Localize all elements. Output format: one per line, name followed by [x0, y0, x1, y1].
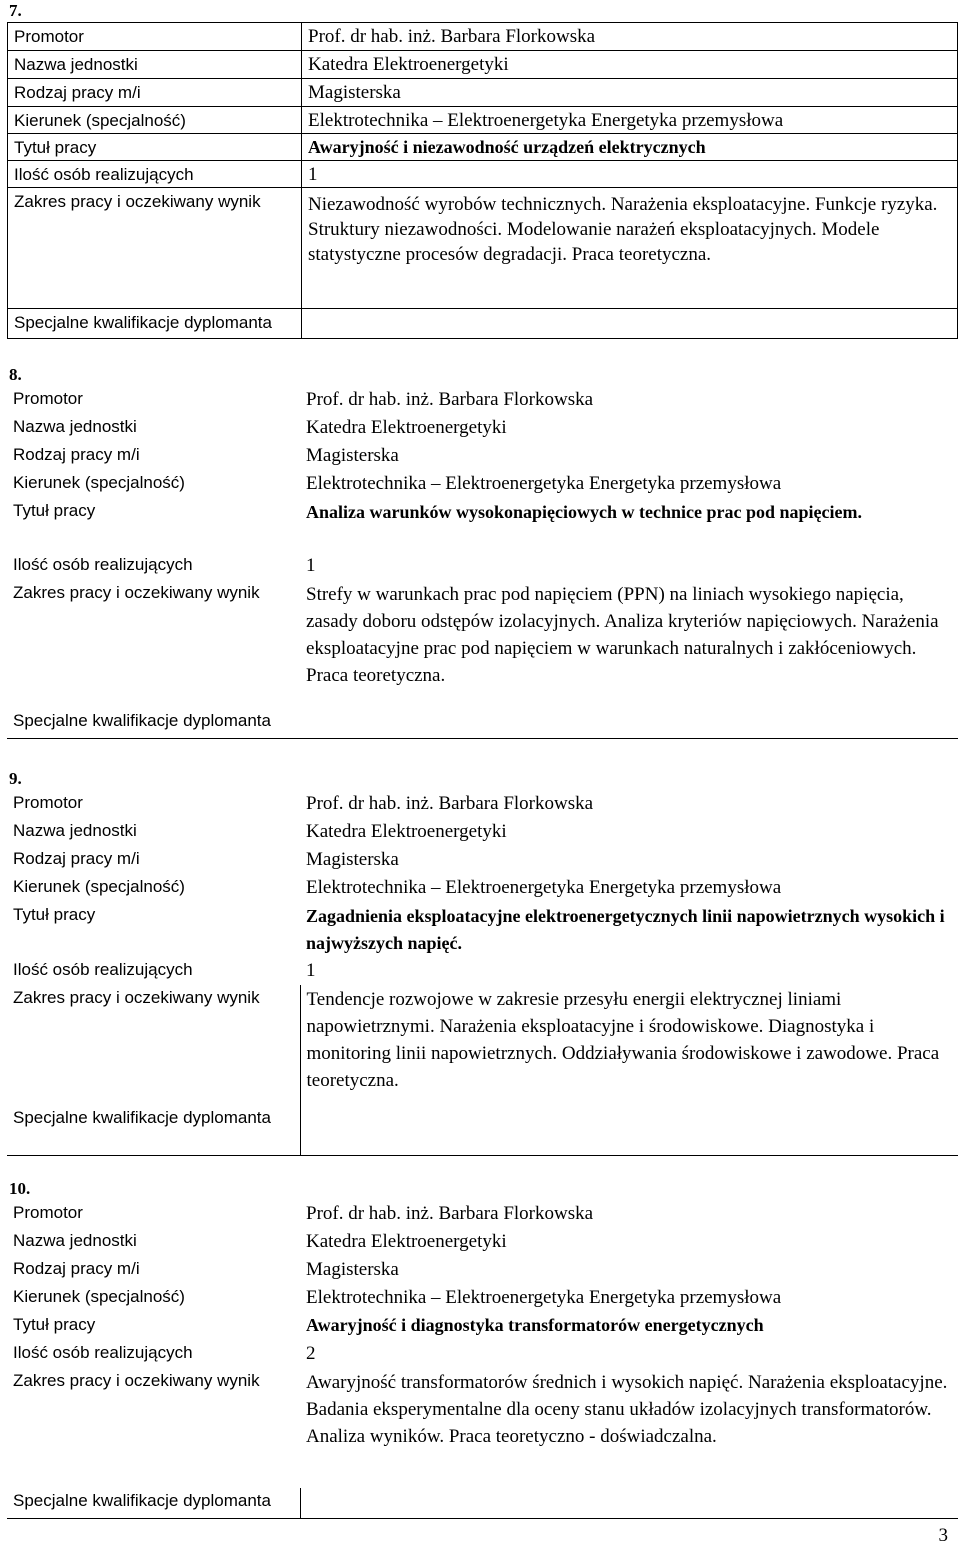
thesis-entry-10 [7, 1178, 958, 1519]
entry-number: 9. [9, 769, 22, 788]
value-unit: Katedra Elektroenergetyki [306, 821, 507, 842]
value-count: 2 [306, 1343, 316, 1364]
row-scope [7, 580, 958, 708]
entry-number: 10. [9, 1179, 31, 1198]
value-type: Magisterska [306, 1259, 399, 1280]
entry-table [7, 790, 958, 1156]
row-qualifications [8, 309, 958, 339]
row-field [8, 107, 958, 134]
label-unit: Nazwa jednostki [13, 1231, 137, 1250]
row-type [8, 79, 958, 107]
row-unit [7, 818, 958, 846]
value-scope: Strefy w warunkach prac pod napięciem (PPN) na liniach wysokiego napięcia, zasady doboru odstępów izolacyjnych. Analiza kryteriów napięciowych. Narażenia eksploatacyjne prac pod napięciem w warunkach naturalnych i zakłóceniowych. Praca teoretyczna. [306, 584, 939, 686]
label-type: Rodzaj pracy m/i [13, 849, 140, 868]
value-count: 1 [302, 161, 958, 188]
value-title: Awaryjność i niezawodność urządzeń elektrycznych [302, 134, 958, 161]
value-qualifications [300, 1105, 958, 1155]
value-promotor: Prof. dr hab. inż. Barbara Florkowska [306, 1203, 594, 1224]
label-title: Tytuł pracy [13, 501, 96, 520]
label-field: Kierunek (specjalność) [13, 1287, 185, 1306]
label-promotor: Promotor [8, 23, 302, 51]
label-unit: Nazwa jednostki [13, 417, 137, 436]
value-promotor: Prof. dr hab. inż. Barbara Florkowska [302, 23, 958, 51]
row-promotor [8, 23, 958, 51]
label-qualifications: Specjalne kwalifikacje dyplomanta [7, 1488, 300, 1518]
label-field: Kierunek (specjalność) [13, 877, 185, 896]
label-unit: Nazwa jednostki [8, 51, 302, 79]
value-scope: Awaryjność transformatorów średnich i wysokich napięć. Narażenia eksploatacyjne. Badania eksperymentalne dla oceny stanu układów izolacyjnych transformatorów. Analiza wyników. Praca teoretyczno - doświadczalna. [306, 1372, 948, 1447]
value-field: Elektrotechnika – Elektroenergetyka Energetyka przemysłowa [306, 877, 782, 898]
label-field: Kierunek (specjalność) [8, 107, 302, 134]
thesis-entry-9 [7, 768, 958, 1156]
row-field [7, 874, 958, 902]
value-scope: Niezawodność wyrobów technicznych. Narażenia eksploatacyjne. Funkcje ryzyka. Struktury niezawodności. Modelowanie narażeń eksploatacyjnych. Modele statystyczne procesów degradacji. Praca teoretyczna. [302, 188, 958, 309]
row-qualifications [7, 708, 958, 738]
label-type: Rodzaj pracy m/i [13, 445, 140, 464]
row-promotor [7, 386, 958, 414]
value-count: 1 [306, 960, 316, 981]
value-type: Magisterska [306, 849, 399, 870]
entry-table [7, 1200, 958, 1519]
row-title [8, 134, 958, 161]
value-field: Elektrotechnika – Elektroenergetyka Energetyka przemysłowa [302, 107, 958, 134]
row-count [7, 957, 958, 985]
label-qualifications: Specjalne kwalifikacje dyplomanta [7, 1105, 300, 1155]
value-title: Analiza warunków wysokonapięciowych w technice prac pod napięciem. [306, 502, 863, 522]
thesis-entry-8 [7, 364, 958, 739]
value-promotor: Prof. dr hab. inż. Barbara Florkowska [306, 389, 594, 410]
row-count [7, 552, 958, 580]
label-title: Tytuł pracy [8, 134, 302, 161]
row-promotor [7, 790, 958, 818]
label-unit: Nazwa jednostki [13, 821, 137, 840]
row-title [7, 902, 958, 957]
row-type [7, 442, 958, 470]
row-scope [8, 188, 958, 309]
label-qualifications: Specjalne kwalifikacje dyplomanta [7, 708, 300, 738]
value-qualifications [300, 708, 958, 738]
row-type [7, 1256, 958, 1284]
value-unit: Katedra Elektroenergetyki [306, 1231, 507, 1252]
value-field: Elektrotechnika – Elektroenergetyka Energetyka przemysłowa [306, 473, 782, 494]
row-unit [7, 1228, 958, 1256]
label-scope: Zakres pracy i oczekiwany wynik [13, 1371, 260, 1390]
label-scope: Zakres pracy i oczekiwany wynik [7, 985, 300, 1105]
row-qualifications [7, 1488, 958, 1518]
label-count: Ilość osób realizujących [13, 960, 193, 979]
label-count: Ilość osób realizujących [8, 161, 302, 188]
thesis-entry-7 [7, 0, 958, 339]
row-count [7, 1340, 958, 1368]
row-unit [8, 51, 958, 79]
row-scope [7, 985, 958, 1105]
value-scope: Tendencje rozwojowe w zakresie przesyłu energii elektrycznej liniami napowietrznymi. Narażenia eksploatacyjne i środowiskowe. Diagnostyka i monitoring linii napowietrznych. Oddziaływania środowiskowe i zawodowe. Praca teoretyczna. [306, 989, 940, 1091]
entry-table [7, 22, 958, 339]
value-title: Zagadnienia eksploatacyjne elektroenergetycznych linii napowietrznych wysokich i najwyższych napięć. [306, 906, 945, 953]
row-unit [7, 414, 958, 442]
value-unit: Katedra Elektroenergetyki [302, 51, 958, 79]
label-qualifications: Specjalne kwalifikacje dyplomanta [8, 309, 302, 339]
label-count: Ilość osób realizujących [13, 555, 193, 574]
value-type: Magisterska [306, 445, 399, 466]
label-count: Ilość osób realizujących [13, 1343, 193, 1362]
row-type [7, 846, 958, 874]
label-promotor: Promotor [13, 793, 83, 812]
entry-table [7, 386, 958, 739]
value-qualifications [300, 1488, 958, 1518]
row-title [7, 498, 958, 552]
label-title: Tytuł pracy [13, 1315, 96, 1334]
row-field [7, 470, 958, 498]
value-qualifications [302, 309, 958, 339]
label-type: Rodzaj pracy m/i [8, 79, 302, 107]
value-promotor: Prof. dr hab. inż. Barbara Florkowska [306, 793, 594, 814]
label-promotor: Promotor [13, 389, 83, 408]
row-field [7, 1284, 958, 1312]
entry-number: 7. [9, 1, 22, 20]
label-field: Kierunek (specjalność) [13, 473, 185, 492]
value-title: Awaryjność i diagnostyka transformatorów energetycznych [306, 1315, 764, 1335]
row-promotor [7, 1200, 958, 1228]
label-scope: Zakres pracy i oczekiwany wynik [8, 188, 302, 309]
row-count [8, 161, 958, 188]
entry-number: 8. [9, 365, 22, 384]
label-type: Rodzaj pracy m/i [13, 1259, 140, 1278]
row-qualifications [7, 1105, 958, 1155]
value-type: Magisterska [302, 79, 958, 107]
label-scope: Zakres pracy i oczekiwany wynik [13, 583, 260, 602]
row-scope [7, 1368, 958, 1488]
label-promotor: Promotor [13, 1203, 83, 1222]
page-number: 3 [938, 1525, 948, 1546]
row-title [7, 1312, 958, 1340]
value-field: Elektrotechnika – Elektroenergetyka Energetyka przemysłowa [306, 1287, 782, 1308]
value-count: 1 [306, 555, 316, 576]
value-unit: Katedra Elektroenergetyki [306, 417, 507, 438]
label-title: Tytuł pracy [13, 905, 96, 924]
